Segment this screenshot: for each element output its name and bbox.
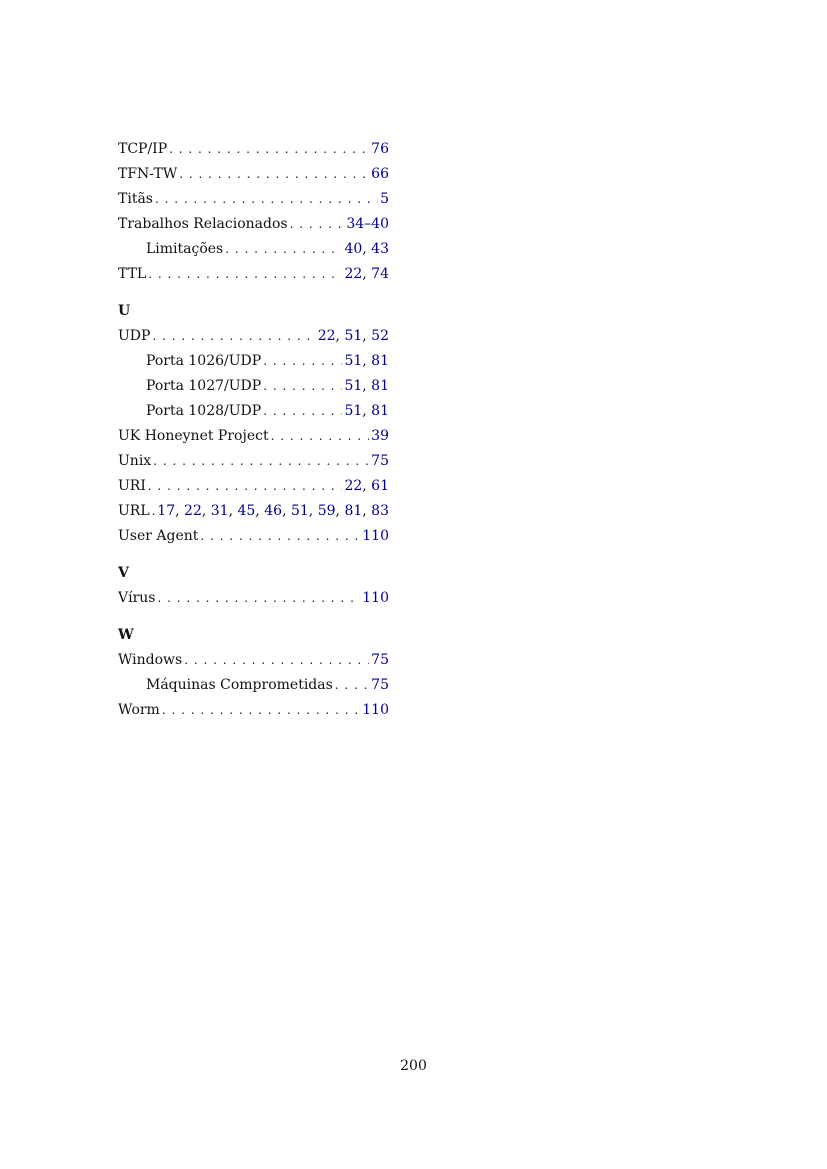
page-ref-separator: , <box>335 328 345 344</box>
page-ref-link[interactable]: 22 <box>344 478 363 494</box>
page-refs <box>371 162 389 187</box>
page-ref-link[interactable]: 74 <box>371 266 389 282</box>
page-refs <box>380 187 389 212</box>
dot-leader <box>153 449 369 474</box>
index-subentry <box>118 374 389 399</box>
index-term: Titãs <box>118 191 153 207</box>
page-ref-separator: , <box>308 503 318 519</box>
page-refs <box>344 399 389 424</box>
page-refs <box>371 673 389 698</box>
page-refs <box>157 499 389 524</box>
page-ref-link[interactable]: 22 <box>184 503 202 519</box>
index-term: TCP/IP <box>118 141 168 157</box>
index-entry <box>118 698 389 723</box>
index-term: Windows <box>118 652 183 668</box>
index-entry <box>118 324 389 349</box>
dot-leader <box>157 586 360 611</box>
index-entry <box>118 499 389 524</box>
dot-leader <box>162 698 360 723</box>
index-term: UK Honeynet Project <box>118 428 269 444</box>
index-term: Unix <box>118 453 152 469</box>
page-ref-link[interactable]: 51 <box>344 403 363 419</box>
dot-leader <box>169 137 369 162</box>
dot-leader <box>200 524 360 549</box>
index-entry <box>118 524 389 549</box>
index-entry <box>118 187 389 212</box>
page-ref-separator: , <box>201 503 211 519</box>
page-ref-link[interactable]: 39 <box>371 428 389 444</box>
index-subentry <box>118 673 389 698</box>
dot-leader <box>155 187 378 212</box>
page-ref-link[interactable]: 83 <box>371 503 389 519</box>
index-subentry <box>118 399 389 424</box>
page-ref-separator: , <box>362 328 372 344</box>
page-ref-link[interactable]: 52 <box>371 328 389 344</box>
index-term: TFN-TW <box>118 166 178 182</box>
index-entry <box>118 162 389 187</box>
index-subentry <box>118 237 389 262</box>
page-ref-separator: , <box>362 241 372 257</box>
index-list <box>118 137 389 723</box>
index-term: Worm <box>118 702 160 718</box>
page-ref-link[interactable]: 110 <box>362 590 389 606</box>
index-entry <box>118 474 389 499</box>
page-refs <box>344 262 389 287</box>
index-term: Porta 1026/UDP <box>146 353 262 369</box>
page-ref-separator: , <box>362 266 372 282</box>
index-group-letter: U <box>118 303 131 319</box>
page-ref-link[interactable]: 46 <box>264 503 283 519</box>
page-ref-separator: , <box>362 403 372 419</box>
dot-leader <box>152 499 156 524</box>
index-term: URI <box>118 478 146 494</box>
page-refs <box>362 586 389 611</box>
page-refs <box>318 324 389 349</box>
page-ref-separator: , <box>362 378 372 394</box>
page-refs <box>371 137 389 162</box>
page-refs <box>362 698 389 723</box>
page-ref-link[interactable]: 110 <box>362 702 389 718</box>
page-ref-separator: , <box>362 503 372 519</box>
page-ref-separator: , <box>282 503 291 519</box>
index-term: TTL <box>118 266 147 282</box>
index-term: Trabalhos Relacionados <box>118 216 288 232</box>
index-term: Máquinas Comprometidas <box>146 677 333 693</box>
dot-leader <box>335 673 369 698</box>
page-ref-link[interactable]: 43 <box>371 241 389 257</box>
page-refs <box>346 212 389 237</box>
page-ref-link[interactable]: 110 <box>362 528 389 544</box>
page-refs <box>344 237 389 262</box>
page-ref-link[interactable]: 51 <box>290 503 309 519</box>
dot-leader <box>263 349 342 374</box>
index-subentry <box>118 349 389 374</box>
page-ref-link[interactable]: 22 <box>317 328 336 344</box>
page-refs <box>344 474 389 499</box>
dot-leader <box>271 424 370 449</box>
page-ref-link[interactable]: 81 <box>371 378 389 394</box>
index-entry <box>118 137 389 162</box>
index-term: Porta 1027/UDP <box>146 378 262 394</box>
page-ref-link[interactable]: 61 <box>371 478 389 494</box>
index-entry <box>118 424 389 449</box>
index-term: Limitações <box>146 241 224 257</box>
page-ref-link[interactable]: 51 <box>344 353 363 369</box>
dot-leader <box>263 374 342 399</box>
page-refs <box>371 424 389 449</box>
page-ref-link[interactable]: 75 <box>371 453 389 469</box>
page-ref-link[interactable]: 75 <box>371 677 389 693</box>
page-ref-link[interactable]: 66 <box>371 166 389 182</box>
page-ref-separator: , <box>255 503 265 519</box>
dot-leader <box>148 474 343 499</box>
page-ref-link[interactable]: 22 <box>344 266 363 282</box>
page-ref-link[interactable]: 40 <box>344 241 363 257</box>
dot-leader <box>148 262 342 287</box>
dot-leader <box>225 237 342 262</box>
index-entry <box>118 212 389 237</box>
page-ref-link[interactable]: 51 <box>344 328 363 344</box>
page-refs <box>371 449 389 474</box>
page-ref-link[interactable]: 81 <box>344 503 363 519</box>
index-term: URL <box>118 503 150 519</box>
page-ref-separator: , <box>362 353 372 369</box>
index-entry <box>118 449 389 474</box>
page-refs <box>344 374 389 399</box>
page-refs <box>362 524 389 549</box>
index-entry <box>118 586 389 611</box>
index-term: User Agent <box>118 528 199 544</box>
page-refs <box>344 349 389 374</box>
page-ref-separator: , <box>335 503 345 519</box>
page-ref-link[interactable]: 5 <box>380 191 389 207</box>
dot-leader <box>290 212 345 237</box>
index-group-letter: V <box>118 565 129 581</box>
index-entry <box>118 262 389 287</box>
page-ref-link[interactable]: 81 <box>371 353 389 369</box>
index-term: Vírus <box>118 590 156 606</box>
dot-leader <box>263 399 342 424</box>
page-ref-link[interactable]: 76 <box>371 141 389 157</box>
dot-leader <box>152 324 315 349</box>
page-ref-link[interactable]: 34–40 <box>346 216 389 232</box>
page-number: 200 <box>400 1058 427 1074</box>
dot-leader <box>184 648 369 673</box>
page-ref-link[interactable]: 51 <box>344 378 363 394</box>
page-ref-link[interactable]: 75 <box>371 652 389 668</box>
page-ref-separator: , <box>362 478 372 494</box>
index-term: UDP <box>118 328 151 344</box>
page-ref-separator: , <box>228 503 238 519</box>
page-ref-link[interactable]: 81 <box>371 403 389 419</box>
page-ref-separator: , <box>175 503 185 519</box>
dot-leader <box>179 162 369 187</box>
page-ref-link[interactable]: 31 <box>210 503 229 519</box>
page-ref-link[interactable]: 17 <box>157 503 176 519</box>
page-ref-link[interactable]: 45 <box>237 503 256 519</box>
page-ref-link[interactable]: 59 <box>317 503 336 519</box>
index-entry <box>118 648 389 673</box>
index-term: Porta 1028/UDP <box>146 403 262 419</box>
index-group-letter: W <box>118 627 134 643</box>
page-refs <box>371 648 389 673</box>
